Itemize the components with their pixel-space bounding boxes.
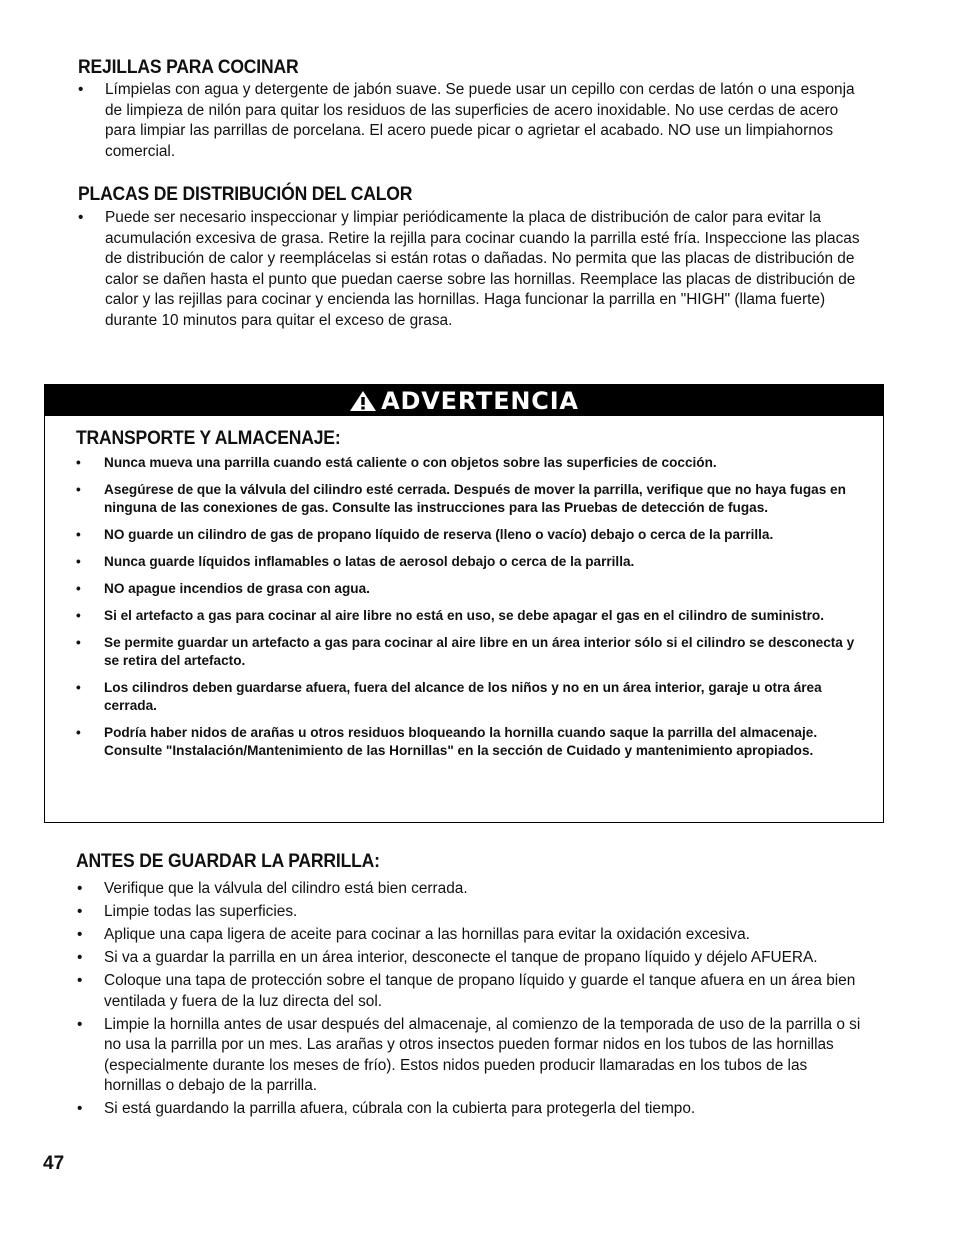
page-number: 47 [43, 1153, 65, 1174]
list-item: • Si está guardando la parrilla afuera, cúbrala con la cubierta para protegerla del tiempo. [76, 1099, 866, 1120]
heading-transporte: TRANSPORTE Y ALMACENAJE: [76, 427, 341, 449]
list-item: • Limpie todas las superficies. [76, 902, 866, 923]
list-item: • Asegúrese de que la válvula del cilindro esté cerrada. Después de mover la parrilla, verifique que no haya fugas en ninguna de las conexiones de gas. Consulte las instrucciones para las Pruebas de detección de fugas. [76, 481, 866, 517]
heading-placas: PLACAS DE DISTRIBUCIÓN DEL CALOR [78, 183, 413, 205]
list-item: • Se permite guardar un artefacto a gas para cocinar al aire libre en un área interior sólo si el cilindro se desconecta y se retira del artefacto. [76, 634, 866, 670]
rejillas-list [77, 80, 867, 162]
warning-banner [45, 385, 883, 416]
list-item: • NO guarde un cilindro de gas de propano líquido de reserva (lleno o vacío) debajo o cerca de la parrilla. [76, 526, 866, 544]
warning-box [44, 384, 884, 823]
list-item: • Limpie la hornilla antes de usar después del almacenaje, al comienzo de la temporada de uso de la parrilla o si no usa la parrilla por un mes. Las arañas y otros insectos pueden formar nidos en los tubos de las hornillas (especialmente durante los meses de frío). Estos nidos pueden producir llamaradas en los tubos de las hornillas o debajo de la parrilla. [76, 1015, 866, 1097]
warning-list [76, 454, 866, 769]
warning-triangle-icon [349, 390, 377, 412]
list-item: • Podría haber nidos de arañas u otros residuos bloqueando la hornilla cuando saque la parrilla del almacenaje. Consulte "Instalación/Mantenimiento de las Hornillas" en la sección de Cuidado y mantenimiento apropiados. [76, 724, 866, 760]
list-item: • Verifique que la válvula del cilindro está bien cerrada. [76, 879, 866, 900]
list-item: • Puede ser necesario inspeccionar y limpiar periódicamente la placa de distribución de calor para evitar la acumulación excesiva de grasa. Retire la rejilla para cocinar cuando la parrilla esté fría. Inspeccione las placas de distribución de calor y reemplácelas si están rotas o dañadas. No permita que las placas de distribución de calor se dañen hasta el punto que puedan caerse sobre las hornillas. Reemplace las placas de distribución de calor y las rejillas para cocinar y encienda las hornillas. Haga funcionar la parrilla en "HIGH" (llama fuerte) durante 10 minutos para quitar el exceso de grasa. [77, 208, 867, 331]
list-item: • Nunca guarde líquidos inflamables o latas de aerosol debajo o cerca de la parrilla. [76, 553, 866, 571]
antes-list [76, 879, 866, 1122]
list-item: • Si va a guardar la parrilla en un área interior, desconecte el tanque de propano líquido y déjelo AFUERA. [76, 948, 866, 969]
warning-title: ADVERTENCIA [381, 386, 579, 415]
list-item: • Límpielas con agua y detergente de jabón suave. Se puede usar un cepillo con cerdas de latón o una esponja de limpieza de nilón para quitar los residuos de las superficies de acero inoxidable. No use cerdas de acero para limpiar las parrillas de porcelana. El acero puede picar o agrietar el acabado. NO use un limpiahornos comercial. [77, 80, 867, 162]
heading-rejillas: REJILLAS PARA COCINAR [78, 56, 299, 78]
list-item: • NO apague incendios de grasa con agua. [76, 580, 866, 598]
list-item: • Los cilindros deben guardarse afuera, fuera del alcance de los niños y no en un área interior, garaje u otra área cerrada. [76, 679, 866, 715]
list-item: • Coloque una tapa de protección sobre el tanque de propano líquido y guarde el tanque afuera en un área bien ventilada y fuera de la luz directa del sol. [76, 971, 866, 1012]
placas-list [77, 208, 867, 331]
list-item: • Nunca mueva una parrilla cuando está caliente o con objetos sobre las superficies de cocción. [76, 454, 866, 472]
list-item: • Aplique una capa ligera de aceite para cocinar a las hornillas para evitar la oxidación excesiva. [76, 925, 866, 946]
heading-antes: ANTES DE GUARDAR LA PARRILLA: [76, 850, 380, 872]
list-item: • Si el artefacto a gas para cocinar al aire libre no está en uso, se debe apagar el gas en el cilindro de suministro. [76, 607, 866, 625]
